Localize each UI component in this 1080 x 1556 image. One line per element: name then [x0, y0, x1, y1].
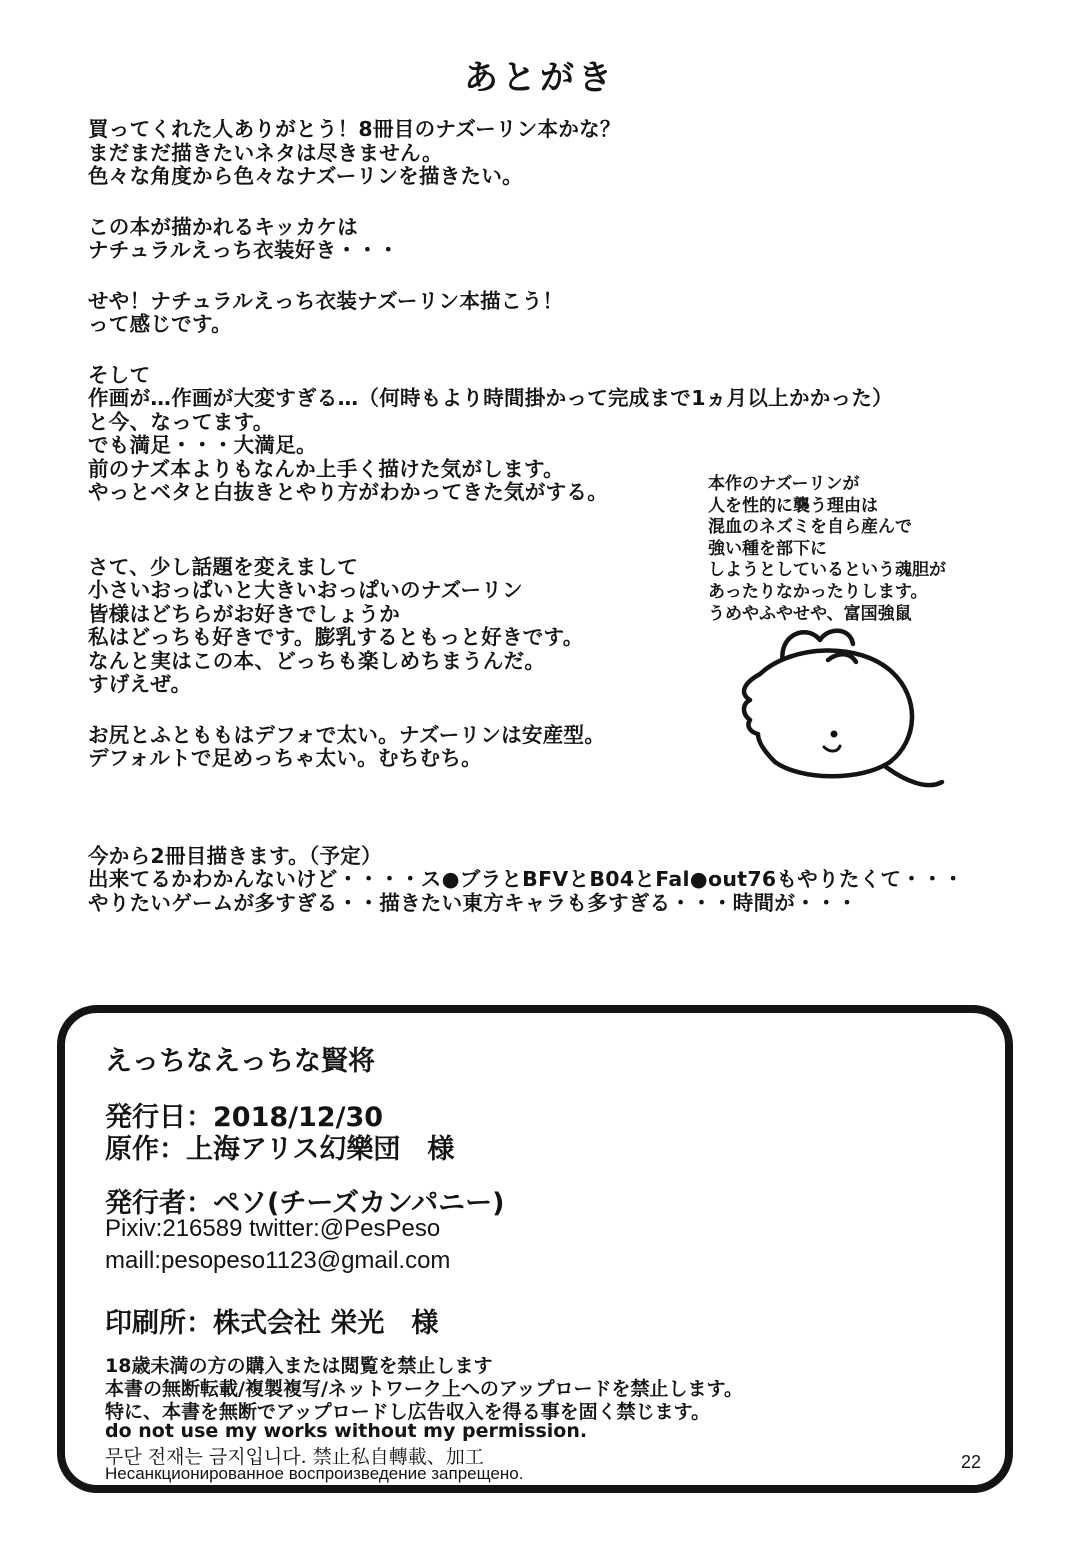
note-line: 強い種を部下に	[708, 538, 827, 559]
printer: 印刷所：株式会社 栄光 様	[105, 1308, 439, 1339]
text-line: なんと実はこの本、どっちも楽しめちまうんだ。	[88, 648, 546, 673]
original-work: 原作：上海アリス幻樂団 様	[105, 1134, 455, 1165]
note-line: 混血のネズミを自ら産んで	[708, 517, 912, 538]
text-line: 作画が…作画が大変すぎる…（何時もより時間掛かって完成まで1ヵ月以上かかった）	[88, 386, 893, 410]
publisher: 発行者：ペソ(チーズカンパニー)	[105, 1188, 505, 1219]
mail-address: maill:pesopeso1123@gmail.com	[105, 1247, 451, 1274]
notice-line: do not use my works without my permission.	[105, 1420, 588, 1442]
side-note	[708, 474, 1008, 625]
text-line: せや！ナチュラルえっち衣装ナズーリン本描こう！	[88, 288, 564, 313]
notice-line: 本書の無断転載/複製複写/ネットワーク上へのアップロードを禁止します。	[105, 1378, 744, 1400]
text-line: 出来てるかわかんないけど・・・・ス●ブラとBFⅤとB04とFal●out76もやりたくて・・・	[88, 867, 964, 891]
text-line: と今、なってます。	[88, 409, 274, 434]
issue-date: 発行日：2018/12/30	[105, 1102, 384, 1133]
page-number: 22	[960, 1452, 981, 1472]
text-line: お尻とふとももはデフォで太い。ナズーリンは安産型。	[88, 722, 606, 747]
note-line: 人を性的に襲う理由は	[708, 495, 878, 516]
text-line: やりたいゲームが多すぎる・・描きたい東方キャラも多すぎる・・・時間が・・・	[88, 890, 858, 915]
text-line: 買ってくれた人ありがとう！8冊目のナズーリン本かな？	[88, 117, 621, 141]
note-line: しようとしているという魂胆が	[708, 560, 946, 581]
paragraph	[88, 118, 988, 189]
text-line: 前のナズ本よりもなんか上手く描けた気がします。	[88, 456, 564, 481]
colophon-box	[57, 1005, 1013, 1493]
text-line: まだまだ描きたいネタは尽きません。	[88, 140, 443, 165]
mouse-tail	[882, 764, 942, 785]
mouse-eye	[831, 731, 838, 738]
notice-line: 特に、本書を無断でアップロードし広告収入を得る事を固く禁じます。	[105, 1401, 711, 1423]
text-line: 色々な角度から色々なナズーリンを描きたい。	[88, 164, 523, 188]
text-line: さて、少し話題を変えまして	[88, 554, 358, 579]
text-line: 皆様はどちらがお好きでしょうか	[88, 601, 400, 626]
text-line: すげえぜ。	[88, 672, 192, 696]
mouse-illustration	[720, 622, 950, 797]
text-line: 私はどっちも好きです。膨乳するともっと好きです。	[88, 625, 584, 649]
text-line: やっとベタと白抜きとやり方がわかってきた気がする。	[88, 480, 608, 504]
text-line: でも満足・・・大満足。	[88, 433, 317, 457]
mouse-body	[744, 650, 912, 776]
text-line: 小さいおっぱいと大きいおっぱいのナズーリン	[88, 578, 523, 602]
text-line: この本が描かれるキッカケは	[88, 214, 358, 239]
notice-line: 무단 전재는 금지입니다. 禁止私自轉載、加工	[105, 1446, 484, 1468]
text-line: そして	[88, 362, 151, 387]
notice-line: 18歳未満の方の購入または閲覧を禁止します	[105, 1355, 493, 1377]
social-handles: Pixiv:216589 twitter:@PesPeso	[105, 1215, 441, 1242]
paragraph	[88, 290, 988, 337]
note-line: 本作のナズーリンが	[708, 474, 860, 494]
russian-notice: Несанкционированное воспроизведение запрещено.	[105, 1464, 524, 1483]
paragraph	[88, 216, 988, 263]
book-title: えっちなえっちな賢将	[105, 1046, 375, 1077]
page-title: あとがき	[464, 58, 616, 98]
text-line: ナチュラルえっち衣装好き・・・	[88, 238, 399, 262]
note-line: あったりなかったりします。	[708, 581, 928, 602]
text-line: 今から2冊目描きます。（予定）	[88, 843, 382, 868]
text-line: デフォルトで足めっちゃ太い。むちむち。	[88, 746, 482, 770]
text-line: って感じです。	[88, 312, 232, 336]
paragraph	[88, 845, 988, 916]
note-line: うめやふやせや、富国強鼠	[708, 603, 912, 624]
